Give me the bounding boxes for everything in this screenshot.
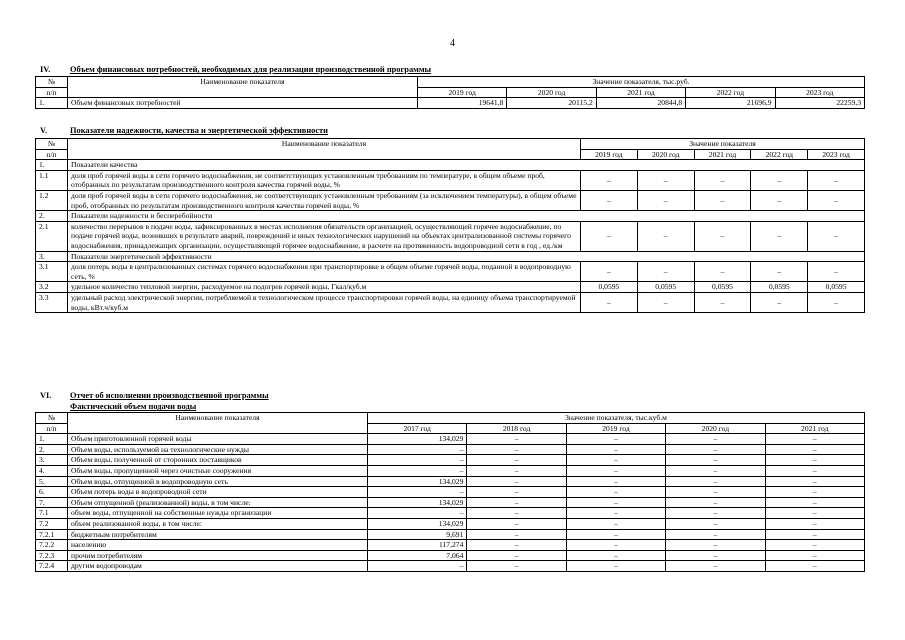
row-number-cell: 1. bbox=[36, 434, 68, 445]
row-number-cell: 7.2.2 bbox=[36, 540, 68, 551]
group-title-cell: Показатели надежности и бесперебойности bbox=[68, 211, 865, 222]
row-number-cell: 1.1 bbox=[36, 170, 68, 190]
value-cell: 0,0595 bbox=[581, 282, 638, 293]
value-cell: – bbox=[666, 550, 765, 561]
value-cell: – bbox=[666, 487, 765, 498]
row-name-cell: Объем воды, используемой на технологические нужды bbox=[68, 444, 368, 455]
row-name-cell: населению bbox=[68, 540, 368, 551]
value-cell: 20844,8 bbox=[596, 98, 685, 109]
value-cell: – bbox=[666, 465, 765, 476]
header-num-cell: № bbox=[36, 413, 68, 424]
section-6-table bbox=[35, 412, 865, 572]
value-cell: – bbox=[566, 434, 665, 445]
value-cell: – bbox=[694, 292, 751, 312]
value-cell: 0,0595 bbox=[694, 282, 751, 293]
value-cell: – bbox=[566, 444, 665, 455]
header-name-cell: Наименование показателя bbox=[68, 413, 368, 434]
value-cell: – bbox=[751, 292, 808, 312]
page-number: 4 bbox=[450, 38, 455, 49]
value-cell: – bbox=[666, 476, 765, 487]
row-name-cell: бюджетным потребителям bbox=[68, 529, 368, 540]
table-row bbox=[36, 455, 865, 466]
row-name-cell: объем воды, отпущенной на собственные нужды организации bbox=[68, 508, 368, 519]
section-4-title bbox=[40, 65, 431, 74]
row-name-cell: Объем воды, отпущенной в водопроводную сеть bbox=[68, 476, 368, 487]
value-cell: 117,274 bbox=[368, 540, 467, 551]
value-cell: – bbox=[666, 455, 765, 466]
section-5-title-text: Показатели надежности, качества и энергетической эффективности bbox=[70, 126, 328, 135]
value-cell: 9,691 bbox=[368, 529, 467, 540]
row-number-cell: 1. bbox=[36, 160, 68, 171]
value-cell: – bbox=[467, 508, 566, 519]
value-cell: – bbox=[694, 262, 751, 282]
value-cell: – bbox=[581, 170, 638, 190]
table-row bbox=[36, 508, 865, 519]
value-cell: – bbox=[666, 497, 765, 508]
value-cell: – bbox=[666, 529, 765, 540]
group-title-cell: Показатели качества bbox=[68, 160, 865, 171]
value-cell: – bbox=[765, 465, 864, 476]
row-number-cell: 1.2 bbox=[36, 190, 68, 210]
row-name-cell: количество перерывов в подаче воды, зафиксированных в местах исполнения обязательств организацией, осуществляющей горячее водоснабжение, по подаче горячей воды, возникших в результате аварий, повреждений и иных технологических нарушений на объектах централизованной системы горячего водоснабжения, принадлежащих организации, осуществляющей горячее водоснабжение, в расчете на протяженность водопроводной сети в год , ед./км bbox=[68, 221, 581, 251]
value-cell: – bbox=[765, 508, 864, 519]
row-number-cell: 3. bbox=[36, 455, 68, 466]
value-cell: 0,0595 bbox=[808, 282, 865, 293]
value-cell: – bbox=[808, 221, 865, 251]
table-row bbox=[36, 98, 865, 109]
section-5-title bbox=[40, 126, 328, 135]
row-name-cell: доля проб горячей воды в сети горячего водоснабжения, не соответствующих установленным требованиям (за исключением температуры), в общем объеме проб, отобранных по результатам производственного контроля качества горячей воды, % bbox=[68, 190, 581, 210]
value-cell: – bbox=[666, 444, 765, 455]
year-header-cell: 2023 год bbox=[775, 87, 864, 98]
value-cell: – bbox=[637, 221, 694, 251]
table-row bbox=[36, 465, 865, 476]
value-cell: – bbox=[566, 540, 665, 551]
header-row bbox=[36, 139, 865, 150]
row-name-cell: Объем воды, полученной от сторонних поставщиков bbox=[68, 455, 368, 466]
value-cell: – bbox=[467, 497, 566, 508]
value-cell: – bbox=[808, 292, 865, 312]
value-cell: – bbox=[666, 540, 765, 551]
value-cell: – bbox=[666, 518, 765, 529]
table-row bbox=[36, 190, 865, 210]
value-cell: – bbox=[765, 444, 864, 455]
value-cell: – bbox=[765, 550, 864, 561]
row-number-cell: 3. bbox=[36, 251, 68, 262]
table-row bbox=[36, 434, 865, 445]
year-header-cell: 2021 год bbox=[765, 423, 864, 434]
value-cell: – bbox=[467, 476, 566, 487]
value-cell: – bbox=[368, 487, 467, 498]
table-row bbox=[36, 221, 865, 251]
section-6-subtitle: Фактический объем подачи воды bbox=[70, 402, 197, 411]
table-row bbox=[36, 561, 865, 572]
year-header-cell: 2018 год bbox=[467, 423, 566, 434]
row-number-cell: 2. bbox=[36, 444, 68, 455]
row-name-cell: объем реализованной воды, в том числе: bbox=[68, 518, 368, 529]
value-cell: – bbox=[694, 170, 751, 190]
value-cell: – bbox=[765, 529, 864, 540]
header-row bbox=[36, 77, 865, 88]
row-name-cell: доля проб горячей воды в сети горячего водоснабжения, не соответствующих установленным требованиям по температуре, в общем объеме проб, отобранных по результатам производственного контроля качества горячей воды, % bbox=[68, 170, 581, 190]
row-name-cell: Объем отпущенной (реализованной) воды, в том числе: bbox=[68, 497, 368, 508]
value-cell: – bbox=[368, 455, 467, 466]
value-cell: 134,029 bbox=[368, 497, 467, 508]
group-row bbox=[36, 211, 865, 222]
row-name-cell: Объем финансовых потребностей bbox=[68, 98, 418, 109]
table-row bbox=[36, 444, 865, 455]
value-cell: – bbox=[566, 561, 665, 572]
row-number-cell: 7. bbox=[36, 497, 68, 508]
header-num-cell: № bbox=[36, 77, 68, 88]
value-cell: – bbox=[566, 487, 665, 498]
value-cell: – bbox=[368, 444, 467, 455]
value-cell: – bbox=[808, 262, 865, 282]
row-name-cell: Объем потерь воды в водопроводной сети bbox=[68, 487, 368, 498]
row-number-cell: 5. bbox=[36, 476, 68, 487]
year-header-cell: 2019 год bbox=[418, 87, 507, 98]
table-row bbox=[36, 487, 865, 498]
value-cell: – bbox=[566, 455, 665, 466]
value-cell: 7,064 bbox=[368, 550, 467, 561]
table-row bbox=[36, 540, 865, 551]
value-cell: – bbox=[566, 508, 665, 519]
table-row bbox=[36, 497, 865, 508]
year-header-cell: 2021 год bbox=[694, 149, 751, 160]
value-cell: – bbox=[467, 487, 566, 498]
value-cell: – bbox=[765, 455, 864, 466]
value-cell: – bbox=[637, 190, 694, 210]
value-cell: – bbox=[765, 476, 864, 487]
value-cell: – bbox=[566, 518, 665, 529]
value-cell: – bbox=[765, 497, 864, 508]
row-number-cell: 7.2.4 bbox=[36, 561, 68, 572]
value-cell: – bbox=[751, 262, 808, 282]
value-cell: – bbox=[566, 550, 665, 561]
value-cell: – bbox=[694, 190, 751, 210]
row-number-cell: 4. bbox=[36, 465, 68, 476]
row-number-cell: 6. bbox=[36, 487, 68, 498]
value-cell: – bbox=[368, 465, 467, 476]
value-cell: – bbox=[637, 292, 694, 312]
table-row bbox=[36, 476, 865, 487]
value-cell: – bbox=[566, 497, 665, 508]
value-cell: – bbox=[581, 190, 638, 210]
year-header-cell: 2020 год bbox=[637, 149, 694, 160]
year-header-cell: 2022 год bbox=[686, 87, 775, 98]
value-cell: – bbox=[751, 170, 808, 190]
year-header-cell: 2021 год bbox=[596, 87, 685, 98]
value-cell: – bbox=[637, 262, 694, 282]
header-name-cell: Наименование показателя bbox=[68, 77, 418, 98]
row-number-cell: 2. bbox=[36, 211, 68, 222]
value-cell: – bbox=[765, 487, 864, 498]
header-value-cell: Значение показателя, тыс.руб. bbox=[418, 77, 865, 88]
header-value-cell: Значение показателя bbox=[581, 139, 865, 150]
row-name-cell: Объем воды, пропущенной через очистные сооружения bbox=[68, 465, 368, 476]
table-row bbox=[36, 292, 865, 312]
value-cell: – bbox=[368, 561, 467, 572]
value-cell: – bbox=[467, 518, 566, 529]
header-num2-cell: п/п bbox=[36, 87, 68, 98]
row-name-cell: другим водопроводам bbox=[68, 561, 368, 572]
row-number-cell: 7.2.3 bbox=[36, 550, 68, 561]
row-number-cell: 7.1 bbox=[36, 508, 68, 519]
value-cell: – bbox=[467, 444, 566, 455]
table-row bbox=[36, 518, 865, 529]
year-header-cell: 2019 год bbox=[566, 423, 665, 434]
row-number-cell: 1. bbox=[36, 98, 68, 109]
table-row bbox=[36, 550, 865, 561]
header-name-cell: Наименование показателя bbox=[68, 139, 581, 160]
row-number-cell: 7.2 bbox=[36, 518, 68, 529]
section-4-roman: IV. bbox=[40, 65, 51, 74]
value-cell: – bbox=[808, 190, 865, 210]
value-cell: – bbox=[566, 529, 665, 540]
value-cell: – bbox=[666, 508, 765, 519]
row-number-cell: 3.1 bbox=[36, 262, 68, 282]
value-cell: 20115,2 bbox=[507, 98, 596, 109]
value-cell: – bbox=[666, 561, 765, 572]
value-cell: – bbox=[566, 476, 665, 487]
value-cell: – bbox=[467, 465, 566, 476]
value-cell: – bbox=[765, 540, 864, 551]
group-title-cell: Показатели энергетической эффективности bbox=[68, 251, 865, 262]
section-6-title-text: Отчет об исполнении производственной программы bbox=[70, 391, 269, 400]
value-cell: 134,029 bbox=[368, 434, 467, 445]
section-5-roman: V. bbox=[40, 126, 48, 135]
header-num2-cell: п/п bbox=[36, 423, 68, 434]
table-row bbox=[36, 529, 865, 540]
value-cell: – bbox=[751, 190, 808, 210]
value-cell: 0,0595 bbox=[751, 282, 808, 293]
value-cell: – bbox=[765, 434, 864, 445]
row-number-cell: 3.2 bbox=[36, 282, 68, 293]
value-cell: – bbox=[581, 262, 638, 282]
row-name-cell: удельный расход электрической энергии, потребляемой в технологическом процессе транспортировки горячей воды, на единицу объема транспортируемой воды, кВт.ч/куб.м bbox=[68, 292, 581, 312]
group-row bbox=[36, 251, 865, 262]
year-header-cell: 2020 год bbox=[507, 87, 596, 98]
year-header-cell: 2023 год bbox=[808, 149, 865, 160]
row-name-cell: Объем приготовленной горячей воды bbox=[68, 434, 368, 445]
header-num2-cell: п/п bbox=[36, 149, 68, 160]
value-cell: 134,029 bbox=[368, 518, 467, 529]
row-name-cell: удельное количество тепловой энергии, расходуемое на подогрев горячей воды, Гкал/куб.м bbox=[68, 282, 581, 293]
value-cell: – bbox=[765, 518, 864, 529]
value-cell: – bbox=[666, 434, 765, 445]
value-cell: – bbox=[467, 455, 566, 466]
section-4-table bbox=[35, 76, 865, 109]
value-cell: – bbox=[467, 529, 566, 540]
table-row bbox=[36, 262, 865, 282]
section-5-table bbox=[35, 138, 865, 313]
value-cell: – bbox=[808, 170, 865, 190]
value-cell: – bbox=[581, 221, 638, 251]
value-cell: – bbox=[751, 221, 808, 251]
value-cell: 19641,8 bbox=[418, 98, 507, 109]
value-cell: 134,029 bbox=[368, 476, 467, 487]
value-cell: – bbox=[368, 508, 467, 519]
value-cell: – bbox=[467, 434, 566, 445]
row-number-cell: 2.1 bbox=[36, 221, 68, 251]
group-row bbox=[36, 160, 865, 171]
row-name-cell: прочим потребителям bbox=[68, 550, 368, 561]
value-cell: 22259,3 bbox=[775, 98, 864, 109]
table-row bbox=[36, 282, 865, 293]
year-header-cell: 2017 год bbox=[368, 423, 467, 434]
value-cell: – bbox=[694, 221, 751, 251]
row-number-cell: 7.2.1 bbox=[36, 529, 68, 540]
value-cell: – bbox=[467, 540, 566, 551]
section-6-title bbox=[40, 391, 269, 400]
header-row bbox=[36, 413, 865, 424]
value-cell: – bbox=[581, 292, 638, 312]
value-cell: – bbox=[467, 550, 566, 561]
value-cell: – bbox=[765, 561, 864, 572]
table-row bbox=[36, 170, 865, 190]
year-header-cell: 2019 год bbox=[581, 149, 638, 160]
value-cell: – bbox=[637, 170, 694, 190]
value-cell: 21696,9 bbox=[686, 98, 775, 109]
year-header-cell: 2022 год bbox=[751, 149, 808, 160]
header-value-cell: Значение показателя, тыс.куб.м bbox=[368, 413, 865, 424]
header-num-cell: № bbox=[36, 139, 68, 150]
value-cell: – bbox=[467, 561, 566, 572]
value-cell: – bbox=[566, 465, 665, 476]
row-number-cell: 3.3 bbox=[36, 292, 68, 312]
section-6-roman: VI. bbox=[40, 391, 52, 400]
row-name-cell: доля потерь воды в централизованных системах горячего водоснабжения при транспортировке в общем объеме горячей воды, поданной в водопроводную сеть, % bbox=[68, 262, 581, 282]
year-header-cell: 2020 год bbox=[666, 423, 765, 434]
section-4-title-text: Объем финансовых потребностей, необходимых для реализации производственной программы bbox=[70, 65, 432, 74]
value-cell: 0,0595 bbox=[637, 282, 694, 293]
